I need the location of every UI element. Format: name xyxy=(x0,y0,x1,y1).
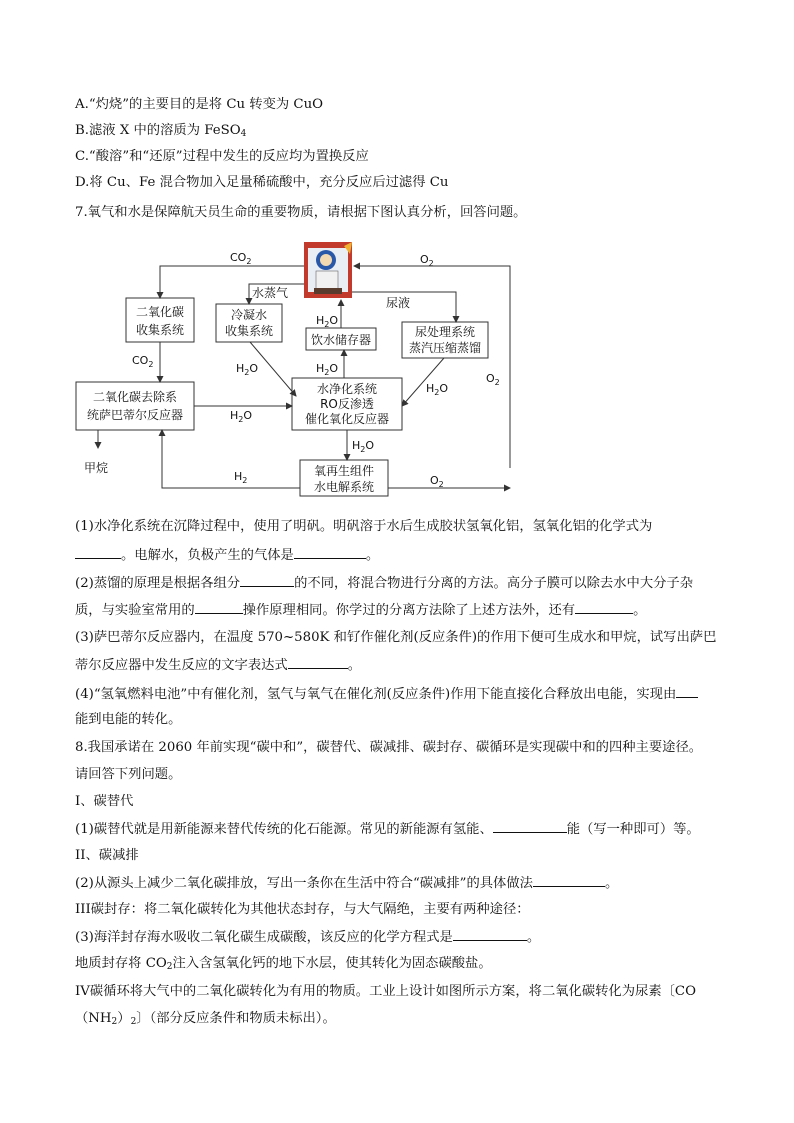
q8-p2-end: 。 xyxy=(604,876,619,891)
urine-to-wp-arrow xyxy=(402,358,444,406)
q7-p4-pre: (4)“氢氧燃料电池”中有催化剂，氢气与氧气在催化剂(反应条件)作用下能直接化合释放出电能，实现由 xyxy=(75,687,677,702)
h2o-6-o: O xyxy=(365,439,375,452)
q8-section-2: II、碳减排 xyxy=(75,848,139,863)
o2-right-sub: 2 xyxy=(494,378,500,387)
urine-processor-label-2: 蒸汽压缩蒸馏 xyxy=(408,341,482,355)
q8-p3-pre: (3)海洋封存海水吸收二氧化碳生成碳酸，该反应的化学方程式是 xyxy=(75,930,453,945)
h2o-6-h: H xyxy=(352,439,361,452)
h2o-4-sub: 2 xyxy=(434,388,440,397)
q7-p1-end: 。 xyxy=(365,548,380,563)
q7-p2b-end: 。 xyxy=(633,603,647,618)
co2-top-label xyxy=(230,251,251,266)
co2-top-text: CO xyxy=(230,251,247,264)
q8-p3-end: 。 xyxy=(526,930,541,945)
h2-label xyxy=(234,470,247,485)
h2o-label-3 xyxy=(236,362,258,377)
h2o-5-sub: 2 xyxy=(238,415,244,424)
h2o-1-h: H xyxy=(316,314,325,327)
condensate-label-2: 收集系统 xyxy=(224,324,274,338)
q8-section-3: III碳封存：将二氧化碳转化为其他状态封存，与大气隔绝，主要有两种途径： xyxy=(75,902,530,917)
answer-blank[interactable] xyxy=(288,656,348,669)
option-a: A.“灼烧”的主要目的是将 Cu 转变为 CuO xyxy=(75,97,324,112)
h2o-1-sub: 2 xyxy=(324,320,330,329)
co2-mid-sub: 2 xyxy=(148,360,154,369)
q7-p3b-end: 。 xyxy=(347,658,362,673)
q7-p3-line2 xyxy=(75,656,361,675)
q7-p3b-pre: 蒂尔反应器中发生反应的文字表达式 xyxy=(75,658,288,673)
option-d: D.将 Cu、Fe 混合物加入足量稀硫酸中，充分反应后过滤得 Cu xyxy=(75,175,449,190)
q8-stem-line2: 请回答下列问题。 xyxy=(75,767,182,782)
urine-label: 尿液 xyxy=(386,296,411,310)
h2o-2-o: O xyxy=(329,362,339,375)
co2-top-sub: 2 xyxy=(246,257,252,266)
q8-p1-end: 能（写一种即可）等。 xyxy=(566,822,700,837)
h2o-4-h: H xyxy=(426,382,435,395)
answer-blank[interactable] xyxy=(533,874,605,887)
answer-blank[interactable] xyxy=(240,574,294,587)
answer-blank[interactable] xyxy=(453,928,527,941)
co2-removal-label-1: 二氧化碳去除系 xyxy=(92,390,178,404)
o2-top-text: O xyxy=(420,253,429,266)
q8-geo xyxy=(75,955,492,973)
urine-processor-label-1: 尿处理系统 xyxy=(414,325,476,339)
q8-s4b-sub: 2 xyxy=(111,1017,118,1027)
o2-right-text: O xyxy=(486,372,495,385)
astronaut-icon xyxy=(304,242,352,298)
h2o-2-h: H xyxy=(316,362,325,375)
q8-p2 xyxy=(75,874,618,893)
q7-p2b-mid: 操作原理相同。你学过的分离方法除了上述方法外，还有 xyxy=(242,603,576,618)
o2-bottom-label xyxy=(430,474,444,489)
q7-p1-line1: (1)水净化系统在沉降过程中，使用了明矾。明矾溶于水后生成胶状氢氧化铝，氢氧化铝的化学式为 xyxy=(75,519,653,534)
condensate-label-1: 冷凝水 xyxy=(230,308,268,322)
h2o-1-o: O xyxy=(329,314,339,327)
q8-p3 xyxy=(75,928,540,947)
q8-section-4-line2 xyxy=(75,1010,336,1028)
option-b xyxy=(75,122,246,140)
q7-p2-line1 xyxy=(75,574,693,593)
drinking-water-label: 饮水储存器 xyxy=(310,333,372,347)
q7-p2-line2 xyxy=(75,601,646,620)
q8-p2-pre: (2)从源头上减少二氧化碳排放，写出一条你在生活中符合“碳减排”的具体做法 xyxy=(75,876,533,891)
co2-removal-label-2: 统萨巴蒂尔反应器 xyxy=(86,408,184,422)
h2o-3-o: O xyxy=(249,362,259,375)
answer-blank[interactable] xyxy=(195,601,243,614)
h2o-5-h: H xyxy=(230,409,239,422)
q7-p3-line1: (3)萨巴蒂尔反应器内，在温度 570~580K 和钌作催化剂(反应条件)的作用下便可生成水和甲烷，试写出萨巴 xyxy=(75,630,717,645)
answer-blank[interactable] xyxy=(575,601,633,614)
life-support-diagram xyxy=(60,236,530,508)
q8-p1-pre: (1)碳替代就是用新能源来替代传统的化石能源。常见的新能源有氢能、 xyxy=(75,822,493,837)
q8-section-4: IV碳循环将大气中的二氧化碳转化为有用的物质。工业上设计如图所示方案，将二氧化碳转化为尿素〔CO xyxy=(75,984,696,999)
o2-bottom-text: O xyxy=(430,474,439,487)
q7-p2-mid: 的不同，将混合物进行分离的方法。高分子膜可以除去水中大分子杂 xyxy=(294,576,694,591)
water-processor-label-2: RO反渗透 xyxy=(320,397,374,411)
q8-geo-pre: 地质封存将 CO xyxy=(75,956,167,971)
h2-sub: 2 xyxy=(242,476,248,485)
q8-s4b-end: 〕（部分反应条件和物质未标出）。 xyxy=(136,1011,336,1026)
q8-p1 xyxy=(75,820,700,839)
answer-blank[interactable] xyxy=(75,546,121,559)
q7-p2b-pre: 质，与实验室常用的 xyxy=(75,603,195,618)
q8-geo-sub: 2 xyxy=(166,962,173,972)
q7-stem: 7.氧气和水是保障航天员生命的重要物质，请根据下图认真分析，回答问题。 xyxy=(75,205,527,220)
answer-blank[interactable] xyxy=(676,685,698,698)
q7-p4-line2: 能到电能的转化。 xyxy=(75,712,182,727)
answer-blank[interactable] xyxy=(493,820,567,833)
co2-mid-label xyxy=(132,354,153,369)
o2-bottom-sub: 2 xyxy=(438,480,444,489)
co2-mid-text: CO xyxy=(132,354,149,367)
oxygen-generator-label-2: 水电解系统 xyxy=(313,480,375,494)
water-processor-label-3: 催化氧化反应器 xyxy=(304,412,390,426)
water-processor-label-1: 水净化系统 xyxy=(316,382,378,396)
q7-p4-line1 xyxy=(75,685,698,704)
oxygen-generator-label-1: 氧再生组件 xyxy=(313,464,375,478)
h2o-5-o: O xyxy=(243,409,253,422)
o2-top-label xyxy=(420,253,434,268)
h2o-label-4 xyxy=(426,382,448,397)
h2-arrow xyxy=(162,430,300,488)
h2o-3-h: H xyxy=(236,362,245,375)
q8-stem-line1: 8.我国承诺在 2060 年前实现“碳中和”，碳替代、碳减排、碳封存、碳循环是实现碳中和的四种主要途径。 xyxy=(75,740,703,755)
methane-label: 甲烷 xyxy=(84,461,109,475)
h2o-label-1 xyxy=(316,314,338,329)
o2-right-label xyxy=(486,372,500,387)
q7-p1-line2 xyxy=(75,546,379,565)
co2-collection-label-1: 二氧化碳 xyxy=(135,305,185,319)
steam-label: 水蒸气 xyxy=(252,286,289,300)
h2-text: H xyxy=(234,470,243,483)
q8-s4b-mid: ） xyxy=(117,1011,131,1026)
h2o-label-6 xyxy=(352,439,374,454)
co2-collection-label-2: 收集系统 xyxy=(135,323,185,337)
h2o-6-sub: 2 xyxy=(360,445,366,454)
option-b-text: B.滤液 X 中的溶质为 FeSO xyxy=(75,123,241,138)
option-b-sub: 4 xyxy=(240,129,247,139)
q7-p2-pre: (2)蒸馏的原理是根据各组分 xyxy=(75,576,241,591)
h2o-4-o: O xyxy=(439,382,449,395)
answer-blank[interactable] xyxy=(294,546,366,559)
o2-top-sub: 2 xyxy=(428,259,434,268)
q8-geo-end: 注入含氢氧化钙的地下水层，使其转化为固态碳酸盐。 xyxy=(172,956,492,971)
h2o-3-sub: 2 xyxy=(244,368,250,377)
h2o-label-2 xyxy=(316,362,338,377)
o2-in-arrow xyxy=(354,266,510,468)
option-c: C.“酸溶”和“还原”过程中发生的反应均为置换反应 xyxy=(75,149,369,164)
q8-s4b-pre: （NH xyxy=(75,1011,112,1026)
q8-section-1: I、碳替代 xyxy=(75,794,134,809)
h2o-label-5 xyxy=(230,409,252,424)
h2o-2-sub: 2 xyxy=(324,368,330,377)
q7-p1-mid: 。电解水，负极产生的气体是 xyxy=(121,548,294,563)
q8-s4b-sub2: 2 xyxy=(130,1017,137,1027)
